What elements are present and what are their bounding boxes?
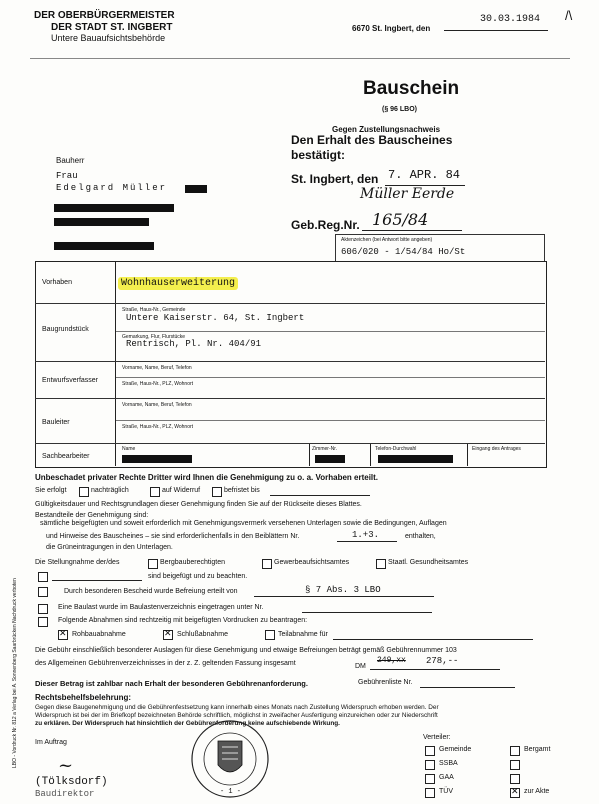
rohbau-checkbox[interactable] — [58, 630, 68, 640]
applicant-name: Edelgard Müller — [56, 183, 168, 193]
gebuehr-line1: Die Gebühr einschließlich besonderer Auslagen für diese Genehmigung und etwaige Befreiungen beträgt gemäß Gebührennummer 103 — [35, 647, 457, 654]
gebuehrenliste-line — [420, 687, 515, 688]
receipt-signature: Müller Eerde — [360, 186, 455, 202]
bauleiter-label: Bauleiter — [42, 419, 70, 426]
seal-number: - 1 - — [220, 788, 242, 796]
verteiler-tuev-label: TÜV — [439, 788, 453, 795]
verteiler-extra-checkbox[interactable] — [510, 760, 520, 770]
gebuehrenliste-label: Gebührenliste Nr. — [358, 679, 413, 686]
table-row-divider — [35, 303, 545, 304]
verteiler-gaa-label: GAA — [439, 774, 454, 781]
befreiung-line — [254, 596, 434, 597]
verteiler-bergamt-checkbox[interactable] — [510, 746, 520, 756]
weitere-line — [52, 580, 142, 581]
rechtsbehelf-line2: Widerspruch ist bei der im Briefkopf bezeichneten Behörde schriftlich, möglichst in zweifacher Ausfertigung einzureichen oder zur Niederschrift — [35, 712, 438, 719]
name-column: Name — [122, 446, 136, 452]
dm-underline — [370, 669, 500, 670]
vorhaben-value: Wohnhauserweiterung — [118, 277, 238, 290]
beiblatt-underline — [337, 541, 397, 542]
table-inner-rule — [116, 377, 545, 378]
redaction — [315, 455, 345, 463]
sachbearbeiter-label: Sachbearbeiter — [42, 453, 90, 460]
authority-line2: DER STADT ST. INGBERT — [51, 22, 173, 33]
verteiler-ssba-checkbox[interactable] — [425, 760, 435, 770]
beiblatt-value: 1.+3. — [352, 530, 380, 540]
rechtsbehelf-line3: zu erklären. Der Widerspruch hat hinsichtlich der Gebührenforderung keine aufschiebende Wirkung. — [35, 720, 340, 727]
register-number: 165/84 — [372, 210, 429, 229]
table-row-divider — [35, 398, 545, 399]
gemarkung-small-label: Gemarkung, Flur, Flurstücke — [122, 334, 186, 340]
rechtsbehelf-line1: Gegen diese Baugenehmigung und die Gebührenfestsetzung kann innerhalb eines Monats nach Zustellung Widerspruch erhoben werden. Der — [35, 704, 439, 711]
table-inner-rule — [116, 420, 545, 421]
zahlbar-text: Dieser Betrag ist zahlbar nach Erhalt der besonderen Gebührenanforderung. — [35, 679, 308, 688]
header-rule — [30, 58, 570, 59]
sachbearbeiter-divider — [309, 444, 310, 466]
file-reference-label: Aktenzeichen (bei Antwort bitte angeben) — [341, 237, 433, 243]
redaction — [54, 218, 149, 226]
bullet1-text: sämtliche beigefügten und soweit erforderlich mit Genehmigungsvermerk versehenen Unterlagen sowie die Bedingungen, Auflagen — [40, 520, 447, 527]
zimmer-column: Zimmer-Nr. — [312, 446, 337, 452]
entwurf-adresse-small: Straße, Haus-Nr., PLZ, Wohnort — [122, 381, 194, 387]
befristet-line — [270, 495, 370, 496]
eingang-column: Eingang des Antrages — [472, 446, 521, 452]
stellungnahme-label: Die Stellungnahme der/des — [35, 559, 120, 566]
official-seal — [190, 719, 270, 799]
bergbau-checkbox[interactable] — [148, 559, 158, 569]
receipt-line1: Den Erhalt des Bauscheines — [291, 133, 453, 147]
bauleiter-name-small: Vorname, Name, Beruf, Telefon — [122, 402, 192, 408]
verteiler-ssba-label: SSBA — [439, 760, 458, 767]
befreiung-checkbox[interactable] — [38, 587, 48, 597]
redaction — [54, 242, 154, 250]
receipt-date-stamp: 7. APR. 84 — [388, 168, 461, 182]
signer-title: Baudirektor — [35, 789, 95, 799]
redaction — [185, 185, 207, 193]
bergbau-label: Bergbauberechtigten — [160, 559, 225, 566]
nachtraeglich-label: nachträglich — [91, 487, 129, 494]
teil-label: Teilabnahme für — [278, 631, 328, 638]
place-label: 6670 St. Ingbert, den — [352, 24, 431, 33]
sachbearbeiter-divider — [467, 444, 468, 466]
register-label: Geb.Reg.Nr. — [291, 218, 360, 232]
bullet2-text-a: und Hinweise des Bauscheines – sie sind erforderlichenfalls in den Beiblättern Nr. — [46, 533, 300, 540]
entwurfsverfasser-label: Entwurfsverfasser — [42, 377, 99, 384]
bullet3-text: die Grüneintragungen in den Unterlagen. — [46, 544, 173, 551]
gewerbe-checkbox[interactable] — [262, 559, 272, 569]
vorhaben-label: Vorhaben — [42, 279, 72, 286]
verteiler-akte-checkbox[interactable] — [510, 788, 520, 798]
legal-reference: (§ 96 LBO) — [382, 106, 418, 113]
signer-name: (Tölksdorf) — [35, 776, 108, 788]
befristet-checkbox[interactable] — [212, 487, 222, 497]
beigefuegt-text: sind beigefügt und zu beachten. — [148, 573, 248, 580]
abnahmen-text: Folgende Abnahmen sind rechtzeitig mit beigefügten Vordrucken zu beantragen: — [58, 617, 308, 624]
grundstueck-label: Baugrundstück — [42, 326, 89, 333]
bestandteile-text: Bestandteile der Genehmigung sind: — [35, 512, 149, 519]
project-table — [35, 261, 547, 468]
erteilt-label: Sie erfolgt — [35, 487, 67, 494]
receipt-date-label: St. Ingbert, den — [291, 172, 379, 186]
redaction — [378, 455, 453, 463]
verteiler-gaa-checkbox[interactable] — [425, 774, 435, 784]
baulast-checkbox[interactable] — [38, 604, 48, 614]
gebuehr-line2: des Allgemeinen Gebührenverzeichnisses in der z. Z. geltenden Fassung insgesamt — [35, 660, 296, 667]
corner-mark: /\ — [565, 8, 573, 23]
register-underline — [362, 230, 462, 231]
applicant-salutation: Frau — [56, 171, 78, 181]
gesundheit-checkbox[interactable] — [376, 559, 386, 569]
befristet-label: befristet bis — [224, 487, 260, 494]
table-inner-rule — [116, 331, 545, 332]
table-row-divider — [35, 361, 545, 362]
file-reference-value: 606/020 - 1/54/84 Ho/St — [341, 247, 466, 257]
dm-value: 278,-- — [426, 656, 459, 666]
rechtsbehelf-heading: Rechtsbehelfsbelehrung: — [35, 693, 132, 702]
official-signature: ~ — [58, 755, 74, 776]
verteiler-label: Verteiler: — [423, 734, 451, 741]
applicant-label: Bauherr — [56, 156, 85, 165]
sachbearbeiter-divider — [370, 444, 371, 466]
strasse-small-label: Straße, Haus-Nr., Gemeinde — [122, 307, 186, 313]
dm-struck-value: 249,xx — [377, 656, 406, 665]
strasse-value: Untere Kaiserstr. 64, St. Ingbert — [126, 313, 305, 323]
verteiler-akte-label: zur Akte — [524, 788, 550, 795]
gesundheit-label: Staatl. Gesundheitsamtes — [388, 559, 469, 566]
schluss-label: Schlußabnahme — [177, 631, 228, 638]
issue-date: 30.03.1984 — [480, 14, 541, 25]
gueltigkeit-text: Gültigkeitsdauer und Rechtsgrundlagen dieser Genehmigung finden Sie auf der Rückseite dieses Blattes. — [35, 501, 362, 508]
schluss-checkbox[interactable] — [163, 630, 173, 640]
receipt-small-heading: Gegen Zustellungsnachweis — [332, 125, 441, 134]
im-auftrag-label: Im Auftrag — [35, 739, 67, 746]
verteiler-extra2-checkbox[interactable] — [510, 774, 520, 784]
gemarkung-value: Rentrisch, Pl. Nr. 404/91 — [126, 339, 262, 349]
teil-checkbox[interactable] — [265, 630, 275, 640]
bauleiter-adresse-small: Straße, Haus-Nr., PLZ, Wohnort — [122, 424, 194, 430]
entwurf-name-small: Vorname, Name, Beruf, Telefon — [122, 365, 192, 371]
document-title: Bauschein — [363, 78, 460, 99]
date-underline — [444, 30, 548, 31]
redaction — [122, 455, 192, 463]
befreiung-label: Durch besonderen Bescheid wurde Befreiung erteilt von — [64, 588, 238, 595]
authority-line3: Untere Bauaufsichtsbehörde — [51, 33, 166, 43]
verteiler-tuev-checkbox[interactable] — [425, 788, 435, 798]
authority-line1: DER OBERBÜRGERMEISTER — [34, 10, 175, 21]
nachtraeglich-checkbox[interactable] — [79, 487, 89, 497]
widerruf-label: auf Widerruf — [162, 487, 201, 494]
baulast-line — [302, 612, 432, 613]
verteiler-gemeinde-checkbox[interactable] — [425, 746, 435, 756]
befreiung-value: § 7 Abs. 3 LBO — [305, 585, 381, 595]
dm-label: DM — [355, 663, 366, 670]
verteiler-bergamt-label: Bergamt — [524, 746, 551, 753]
abnahmen-checkbox[interactable] — [38, 617, 48, 627]
widerruf-checkbox[interactable] — [150, 487, 160, 497]
approval-heading: Unbeschadet privater Rechte Dritter wird Ihnen die Genehmigung zu o. a. Vorhaben erteilt. — [35, 473, 379, 482]
teil-line — [333, 639, 533, 640]
redaction — [54, 204, 174, 212]
bullet2-text-b: enthalten, — [405, 533, 436, 540]
verteiler-gemeinde-label: Gemeinde — [439, 746, 472, 753]
table-row-divider — [35, 443, 545, 444]
rohbau-label: Rohbauabnahme — [72, 631, 126, 638]
table-column-divider — [115, 262, 116, 466]
weitere-checkbox[interactable] — [38, 572, 48, 582]
baulast-text: Eine Baulast wurde im Baulastenverzeichnis eingetragen unter Nr. — [58, 604, 264, 611]
telefon-column: Telefon-Durchwahl — [375, 446, 417, 452]
seal-graphic — [190, 719, 270, 799]
gewerbe-label: Gewerbeaufsichtsamtes — [274, 559, 350, 566]
form-side-text: LBO - Vordruck Nr. 812 a Verlag bei A. Sonnenberg Saarbrücken Nachdruck verboten — [12, 578, 18, 768]
receipt-line2: bestätigt: — [291, 148, 345, 162]
